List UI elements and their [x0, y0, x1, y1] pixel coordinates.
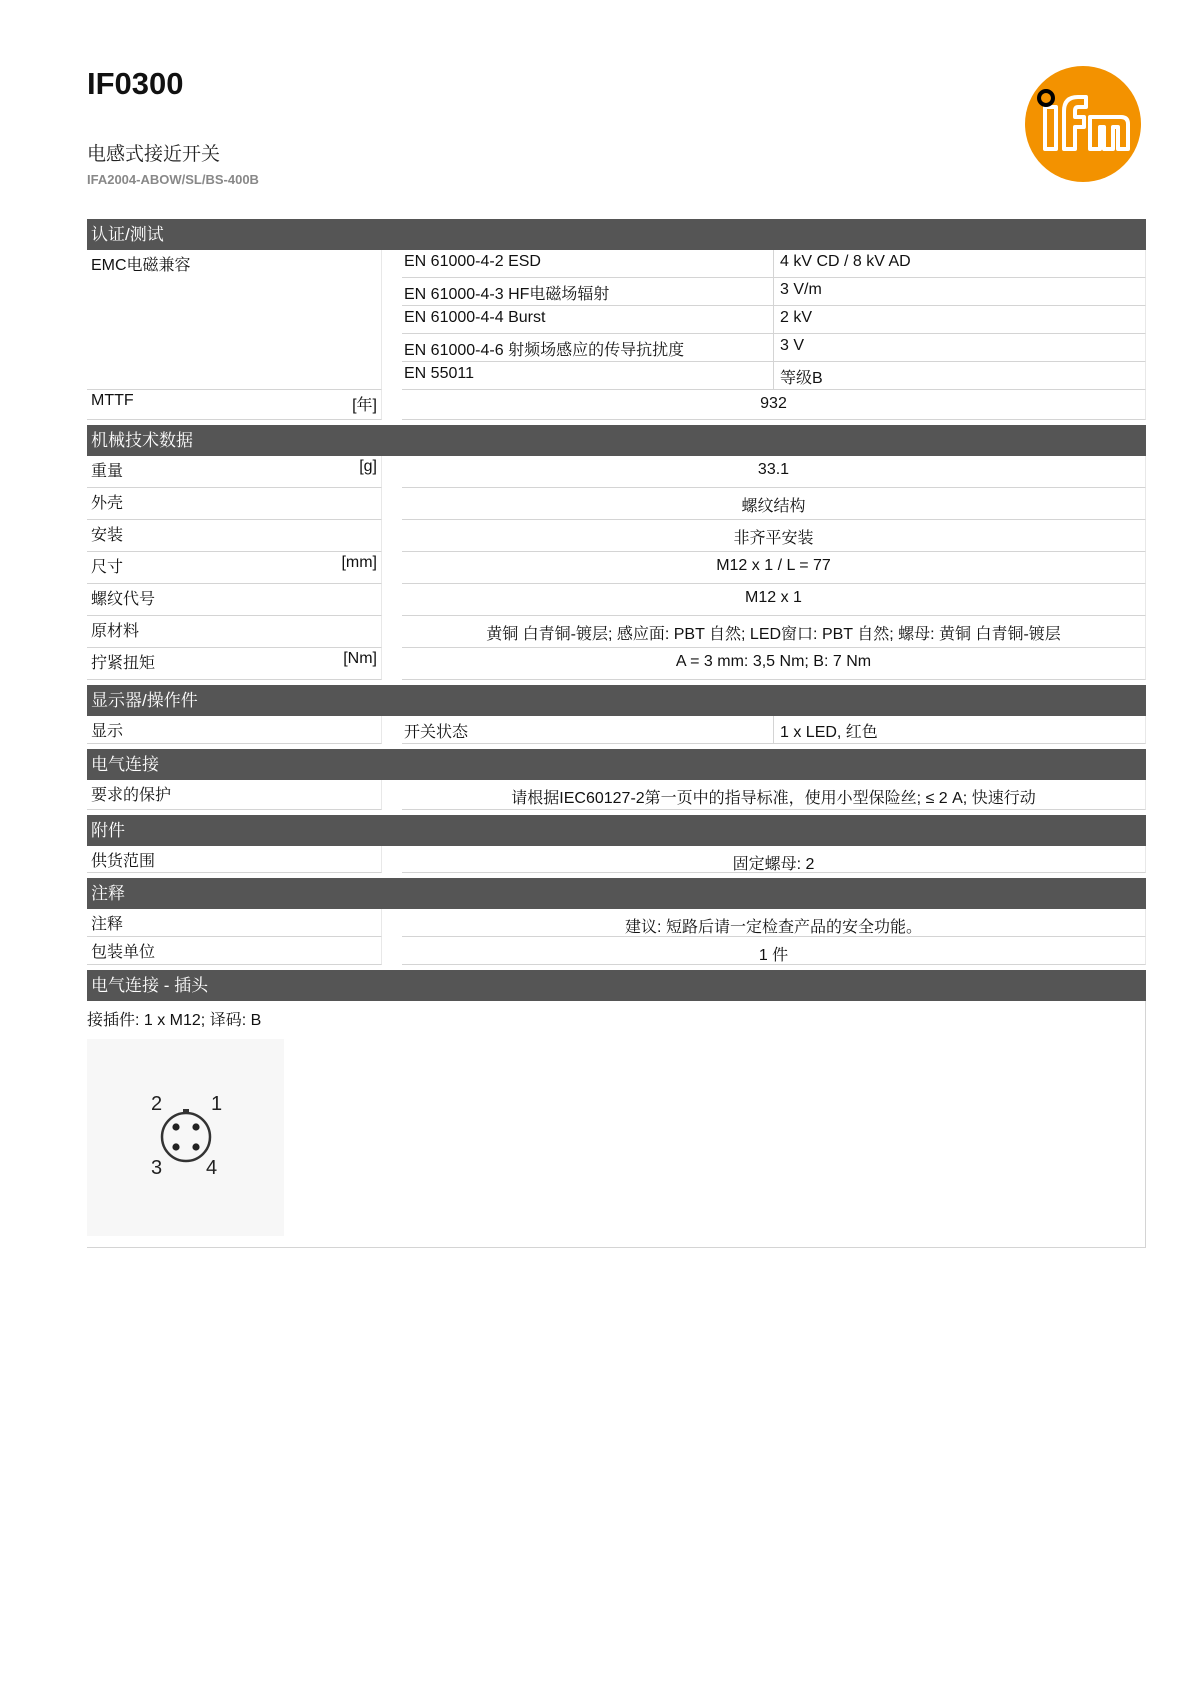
scope-value: 固定螺母: 2	[402, 846, 1146, 873]
emc-value: 等级B	[774, 362, 1146, 390]
row-housing	[87, 488, 1146, 520]
emc-standard: EN 61000-4-3 HF电磁场辐射	[402, 278, 774, 306]
emc-row	[402, 278, 1146, 306]
emc-standard: EN 61000-4-2 ESD	[402, 250, 774, 278]
article-code: IFA2004-ABOW/SL/BS-400B	[87, 172, 259, 187]
m12-connector-pinout-icon	[87, 1039, 284, 1236]
scope-label: 供货范围	[91, 853, 156, 870]
pin-2-label: 2	[151, 1093, 163, 1115]
mounting-value: 非齐平安装	[402, 520, 1146, 552]
mounting-label: 安装	[91, 527, 124, 544]
row-label	[87, 716, 382, 744]
product-subtitle: 电感式接近开关	[87, 144, 221, 165]
emc-standard: EN 61000-4-4 Burst	[402, 306, 774, 334]
row-label	[87, 520, 382, 552]
section-header-electrical: 电气连接	[87, 749, 1146, 780]
row-label	[87, 584, 382, 616]
torque-value: A = 3 mm: 3,5 Nm; B: 7 Nm	[402, 648, 1146, 680]
section-header-notes: 注释	[87, 878, 1146, 909]
row-mttf	[87, 390, 1146, 420]
materials-value: 黄铜 白青铜-镀层; 感应面: PBT 自然; LED窗口: PBT 自然; 螺母: 黄铜 白青铜-镀层	[402, 616, 1146, 648]
pin-4-label: 4	[206, 1157, 218, 1179]
note-value: 建议: 短路后请一定检查产品的安全功能。	[402, 909, 1146, 937]
torque-unit: [Nm]	[343, 650, 377, 667]
row-thread	[87, 584, 1146, 616]
row-scope-of-delivery	[87, 846, 1146, 873]
emc-value: 4 kV CD / 8 kV AD	[774, 250, 1146, 278]
dimensions-unit: [mm]	[341, 554, 377, 571]
row-label	[87, 648, 382, 680]
row-label	[87, 909, 382, 937]
row-label	[87, 250, 382, 390]
protection-label: 要求的保护	[91, 787, 172, 804]
row-label	[87, 616, 382, 648]
row-label	[87, 937, 382, 965]
row-display	[87, 716, 1146, 744]
thread-label: 螺纹代号	[91, 591, 156, 608]
display-label: 显示	[91, 723, 124, 740]
emc-row	[402, 334, 1146, 362]
pin-1-label: 1	[211, 1093, 223, 1115]
emc-row	[402, 306, 1146, 334]
row-protection	[87, 780, 1146, 810]
emc-standard: EN 55011	[402, 362, 774, 390]
packaging-label: 包装单位	[91, 944, 156, 961]
section-header-plug: 电气连接 - 插头	[87, 970, 1146, 1001]
row-label	[87, 488, 382, 520]
display-item: 开关状态	[402, 716, 774, 744]
row-torque	[87, 648, 1146, 680]
row-label	[87, 846, 382, 873]
mttf-value: 932	[402, 390, 1146, 420]
mttf-label: MTTF	[91, 392, 134, 409]
section-header-cert: 认证/测试	[87, 219, 1146, 250]
torque-label: 拧紧扭矩	[91, 655, 156, 672]
housing-label: 外壳	[91, 495, 124, 512]
protection-value: 请根据IEC60127-2第一页中的指导标准，使用小型保险丝; ≤ 2 A; 快速行动	[402, 780, 1146, 810]
thread-value: M12 x 1	[402, 584, 1146, 616]
emc-label: EMC电磁兼容	[91, 257, 191, 274]
row-packaging	[87, 937, 1146, 965]
section-header-accessories: 附件	[87, 815, 1146, 846]
row-label	[87, 390, 382, 420]
row-label	[87, 780, 382, 810]
dimensions-label: 尺寸	[91, 559, 124, 576]
note-label: 注释	[91, 916, 124, 933]
emc-table	[402, 250, 1146, 390]
weight-value: 33.1	[402, 456, 1146, 488]
section-header-display: 显示器/操作件	[87, 685, 1146, 716]
materials-label: 原材料	[91, 623, 140, 640]
row-label	[87, 456, 382, 488]
row-materials	[87, 616, 1146, 648]
weight-unit: [g]	[359, 458, 377, 475]
mttf-unit: [年]	[352, 397, 377, 414]
row-emc	[87, 250, 1146, 390]
row-note	[87, 909, 1146, 937]
pin-3-label: 3	[151, 1157, 163, 1179]
row-mounting	[87, 520, 1146, 552]
emc-row	[402, 250, 1146, 278]
emc-value: 3 V/m	[774, 278, 1146, 306]
packaging-value: 1 件	[402, 937, 1146, 965]
emc-value: 2 kV	[774, 306, 1146, 334]
ifm-logo-icon	[1024, 65, 1142, 183]
emc-value: 3 V	[774, 334, 1146, 362]
page-title: IF0300	[87, 66, 184, 101]
row-dimensions	[87, 552, 1146, 584]
plug-description: 接插件: 1 x M12; 译码: B	[87, 1012, 262, 1029]
display-value: 1 x LED, 红色	[774, 716, 1146, 744]
connector-diagram	[87, 1039, 284, 1236]
section-header-mech: 机械技术数据	[87, 425, 1146, 456]
emc-row	[402, 362, 1146, 390]
emc-standard: EN 61000-4-6 射频场感应的传导抗扰度	[402, 334, 774, 362]
dimensions-value: M12 x 1 / L = 77	[402, 552, 1146, 584]
plug-panel	[87, 1001, 1146, 1248]
weight-label: 重量	[91, 463, 124, 480]
row-weight	[87, 456, 1146, 488]
housing-value: 螺纹结构	[402, 488, 1146, 520]
row-label	[87, 552, 382, 584]
data-sheet	[87, 219, 1146, 1248]
